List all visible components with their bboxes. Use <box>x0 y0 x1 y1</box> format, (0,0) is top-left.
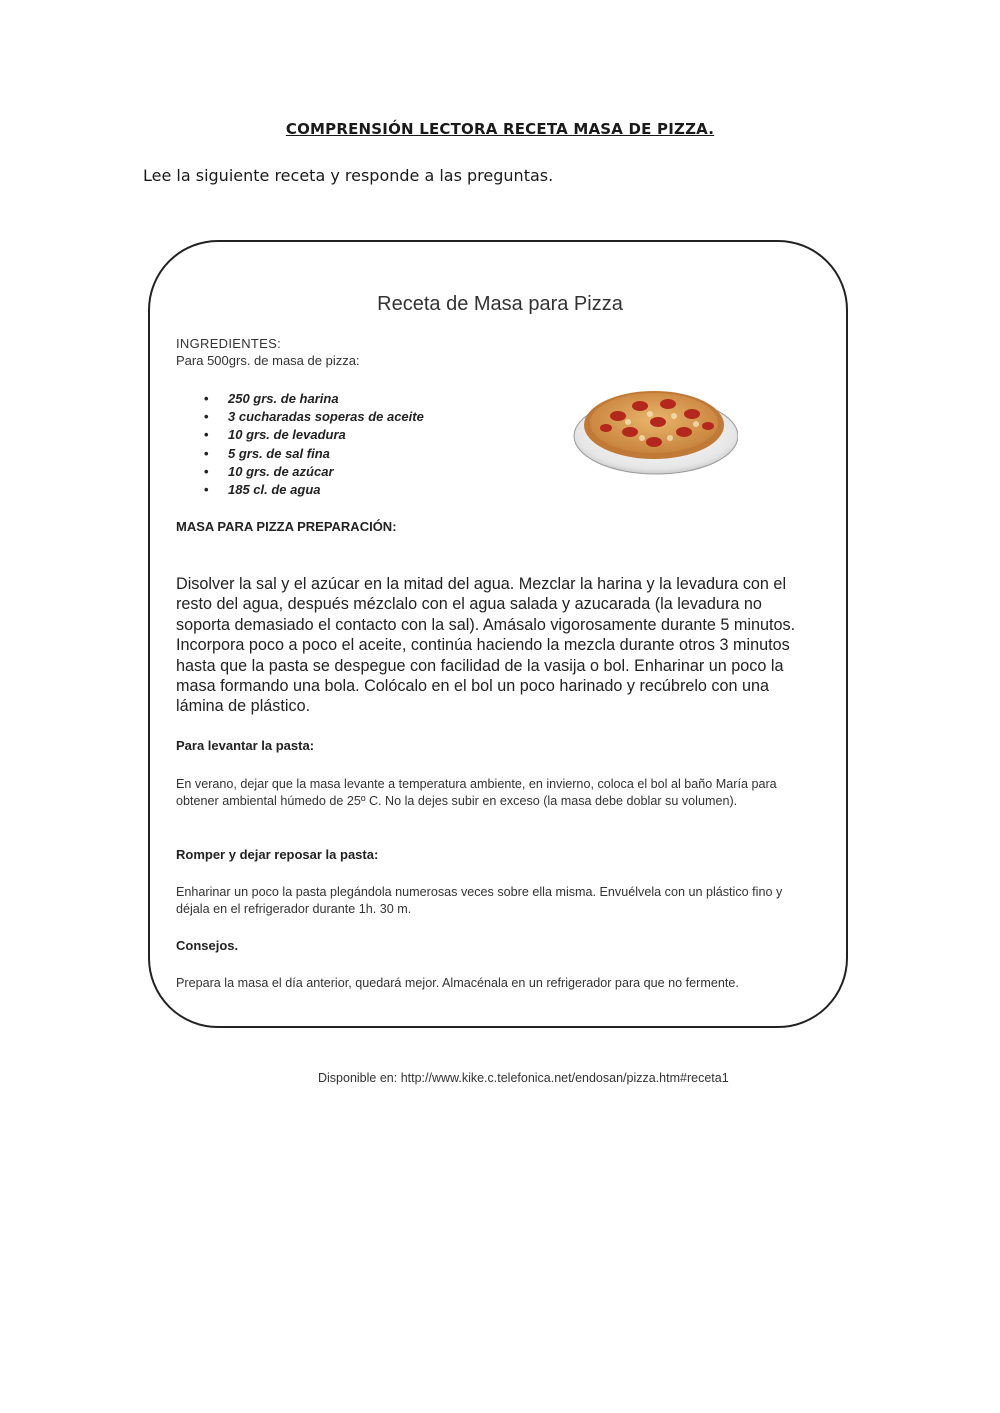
bullet: • <box>204 481 209 497</box>
ingredient-item <box>176 445 424 463</box>
ingredient-item <box>176 463 424 481</box>
instructions-text: Lee la siguiente receta y responde a las preguntas. <box>143 166 554 185</box>
rest-dough-heading: Romper y dejar reposar la pasta: <box>176 847 379 862</box>
rise-dough-text: En verano, dejar que la masa levante a temperatura ambiente, en invierno, coloca el bol al baño María para obtener ambiental húmedo de 25º C. No la dejes subir en exceso (la masa debe doblar su volumen). <box>176 777 777 808</box>
ingredients-list <box>176 390 424 499</box>
preparation-text: Disolver la sal y el azúcar en la mitad del agua. Mezclar la harina y la levadura con el resto del agua, después mézclalo con el agua salada y azucarada (la levadura no soporta demasiado el contacto con la sal). Amásalo vigorosamente durante 5 minutos. Incorpora poco a poco el aceite, continúa haciendo la mezcla durante otros 3 minutos hasta que la pasta se despegue con facilidad de la vasija o bol. Enharinar un poco la masa formando una bola. Colócalo en el bol un poco harinado y recúbrelo con una lámina de plástico. <box>176 575 796 716</box>
rise-dough-heading: Para levantar la pasta: <box>176 738 315 753</box>
bullet: • <box>204 409 209 425</box>
ingredient-item <box>176 390 424 408</box>
ingredient-text: 10 grs. de levadura <box>228 427 346 443</box>
ingredient-text: 250 grs. de harina <box>228 391 339 406</box>
bullet: • <box>204 463 209 479</box>
ingredient-text: 185 cl. de agua <box>228 481 321 497</box>
document-title: COMPRENSIÓN LECTORA RECETA MASA DE PIZZA. <box>285 120 715 138</box>
bullet: • <box>204 427 209 443</box>
source-citation: Disponible en: http://www.kike.c.telefonica.net/endosan/pizza.htm#receta1 <box>318 1071 729 1085</box>
recipe-title: Receta de Masa para Pizza <box>377 293 623 315</box>
pizza-image <box>570 378 738 476</box>
bullet: • <box>204 391 209 406</box>
tips-text: Prepara la masa el día anterior, quedará mejor. Almacénala en un refrigerador para que no fermente. <box>176 976 739 990</box>
ingredient-item <box>176 481 424 499</box>
rest-dough-text: Enharinar un poco la pasta plegándola numerosas veces sobre ella misma. Envuélvela con un plástico fino y déjala en el refrigerador durante 1h. 30 m. <box>176 885 783 916</box>
ingredient-item <box>176 408 424 426</box>
bullet: • <box>204 445 209 461</box>
ingredient-text: 5 grs. de sal fina <box>228 445 330 461</box>
ingredient-text: 3 cucharadas soperas de aceite <box>228 409 424 425</box>
ingredients-subheading: Para 500grs. de masa de pizza: <box>176 353 360 368</box>
ingredient-text: 10 grs. de azúcar <box>228 463 334 479</box>
ingredient-item <box>176 426 424 444</box>
preparation-heading: MASA PARA PIZZA PREPARACIÓN: <box>176 519 397 534</box>
tips-heading: Consejos. <box>176 938 239 953</box>
ingredients-heading: INGREDIENTES: <box>176 336 282 351</box>
